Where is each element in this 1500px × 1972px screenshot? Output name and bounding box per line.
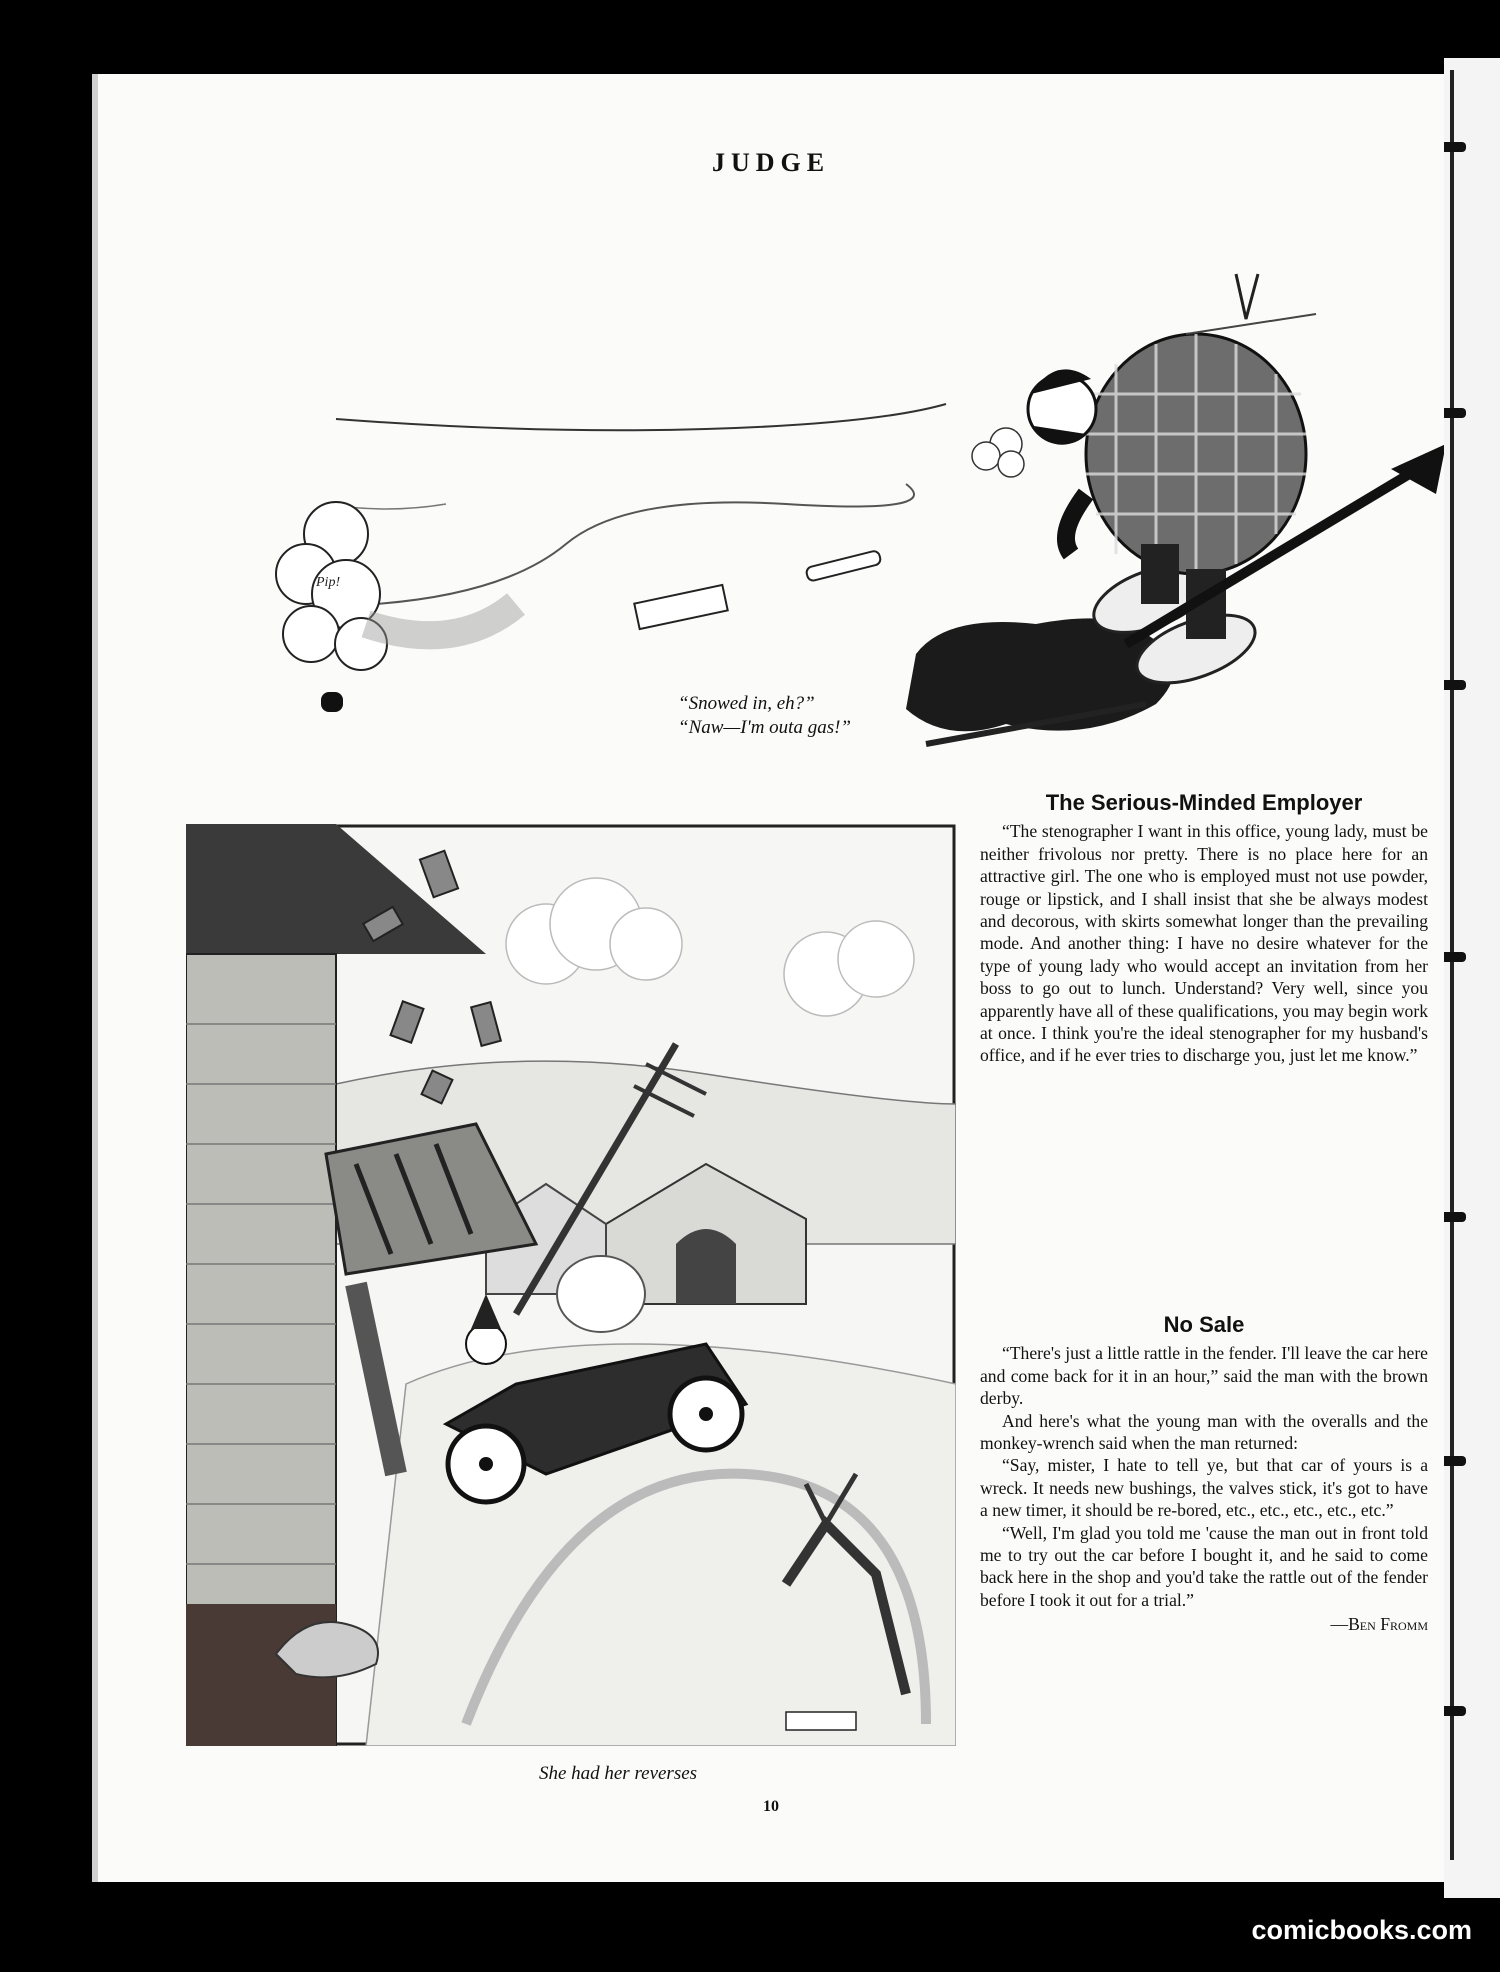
- cartoon-car-crash-illustration: [186, 824, 956, 1746]
- binding-spine: [1450, 70, 1454, 1860]
- article-paragraph: “There's just a little rattle in the fender. I'll leave the car here and come back for it in an hour,” said the man with the brown derby.: [980, 1343, 1428, 1409]
- article-paragraph: “Say, mister, I hate to tell ye, but that car of yours is a wreck. It needs new bushings, the valves stick, it's got to have a new timer, it should be re-bored, etc., etc., etc., etc., etc.”: [980, 1455, 1428, 1521]
- top-cartoon-caption: [678, 692, 998, 740]
- svg-text:Pip!: Pip!: [316, 575, 341, 590]
- article-title: The Serious-Minded Employer: [1045, 790, 1363, 815]
- top-caption-line-1: “Snowed in, eh?”: [678, 693, 815, 714]
- magazine-page: [92, 74, 1444, 1882]
- cartoon-snowshoe-illustration: [186, 204, 1444, 764]
- article-title: No Sale: [1163, 1312, 1245, 1337]
- article-serious-minded-employer: [980, 792, 1428, 1067]
- top-caption-line-2: “Naw—I'm outa gas!”: [678, 717, 851, 738]
- article-paragraph: “Well, I'm glad you told me 'cause the man out in front told me to try out the car before I bought it, and he said to come back here in the shop and you'd take the rattle out of the fender before I took it out for a trial.”: [980, 1522, 1428, 1610]
- page-number: 10: [763, 1798, 779, 1815]
- article-paragraph: And here's what the young man with the overalls and the monkey-wrench said when the man returned:: [980, 1410, 1428, 1454]
- bottom-cartoon-caption: She had her reverses: [538, 1763, 698, 1784]
- watermark: comicbooks.com: [1251, 1915, 1472, 1945]
- article-body: “The stenographer I want in this office, young lady, must be neither frivolous nor pretty. There is no place here for an attractive girl. The one who is employed must not use powder, rouge or lipstick, and I shall insist that she be always modest and decorous, with skirts somewhat longer than the prevailing mode. And another thing: I have no desire whatever for the type of young lady who would accept an invitation from her boss to go out to lunch. Understand? Very well, since you apparently have all of these qualifications, you may begin work at once. I think you're the ideal stenographer for my husband's office, and if he ever tries to discharge you, just let me know.”: [980, 821, 1428, 1066]
- article-no-sale: [980, 1314, 1428, 1636]
- masthead: JUDGE: [711, 148, 831, 177]
- article-author: —Ben Fromm: [1330, 1614, 1428, 1635]
